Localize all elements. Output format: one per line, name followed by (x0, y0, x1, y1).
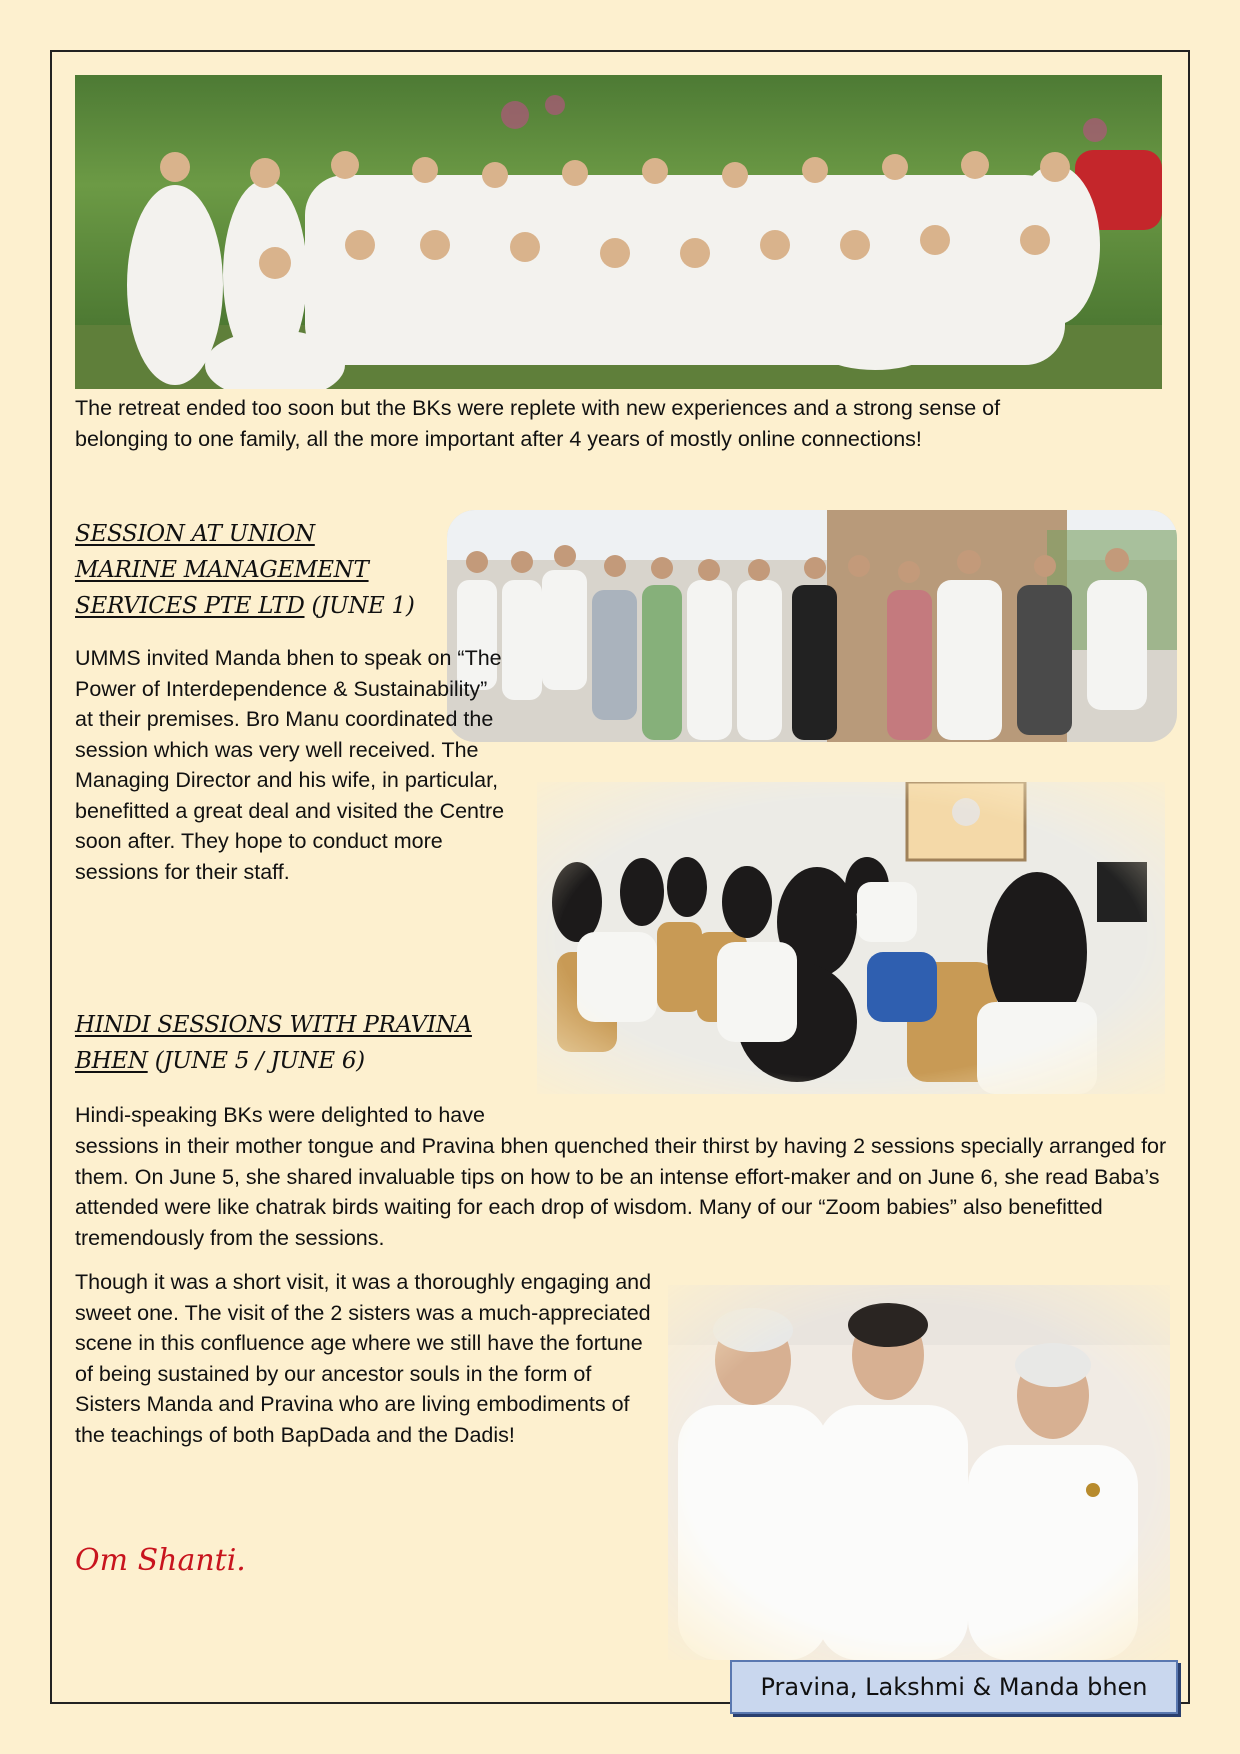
retreat-group-photo (75, 75, 1162, 389)
visit-body: Though it was a short visit, it was a thoroughly engaging and sweet one. The visit of the 2 sisters was a much-appreciated scene in this confluence age where we still have the fortune of being sustained by our ancestor souls in the form of Sisters Manda and Pravina who are living embodiments of the teachings of both BapDada and the Dadis! (75, 1270, 652, 1447)
umms-body: UMMS invited Manda bhen to speak on “The Power of Interdependence & Sustainability” at their premises. Bro Manu coordinated the session which was very well received. The Managing Director and his wife, in particular, benefitted a great deal and visited the Centre soon after. They hope to conduct more sessions for their staff. (75, 646, 505, 884)
umms-heading (75, 516, 445, 624)
hindi-body-intro: Hindi-speaking BKs were delighted to have (75, 1103, 485, 1127)
retreat-caption: The retreat ended too soon but the BKs were replete with new experiences and a strong sense of belonging to one family, all the more important after 4 years of mostly online connections! (75, 396, 1001, 451)
sisters-photo-caption: Pravina, Lakshmi & Manda bhen (730, 1660, 1178, 1714)
umms-heading-line3: SERVICES PTE LTD (75, 593, 305, 619)
sisters-photo (668, 1285, 1170, 1660)
umms-heading-date: (JUNE 1) (304, 593, 415, 619)
hindi-session-photo (537, 782, 1165, 1094)
umms-heading-line2: MARINE MANAGEMENT (75, 557, 369, 583)
hindi-heading (75, 1007, 545, 1079)
hindi-heading-line2: BHEN (75, 1048, 148, 1074)
hindi-heading-date: (JUNE 5 / JUNE 6) (147, 1048, 365, 1074)
hindi-heading-line1: HINDI SESSIONS WITH PRAVINA (75, 1012, 472, 1038)
closing-greeting: Om Shanti. (75, 1543, 246, 1578)
umms-group-photo (447, 510, 1177, 742)
hindi-body: sessions in their mother tongue and Pravina bhen quenched their thirst by having 2 sessions specially arranged for them. On June 5, she shared invaluable tips on how to be an intense effort-maker and on June 6, she read Baba’s attended were like chatrak birds waiting for each drop of wisdom. Many of our “Zoom babies” also benefitted tremendously from the sessions. (75, 1134, 1167, 1250)
umms-heading-line1: SESSION AT UNION (75, 521, 315, 547)
